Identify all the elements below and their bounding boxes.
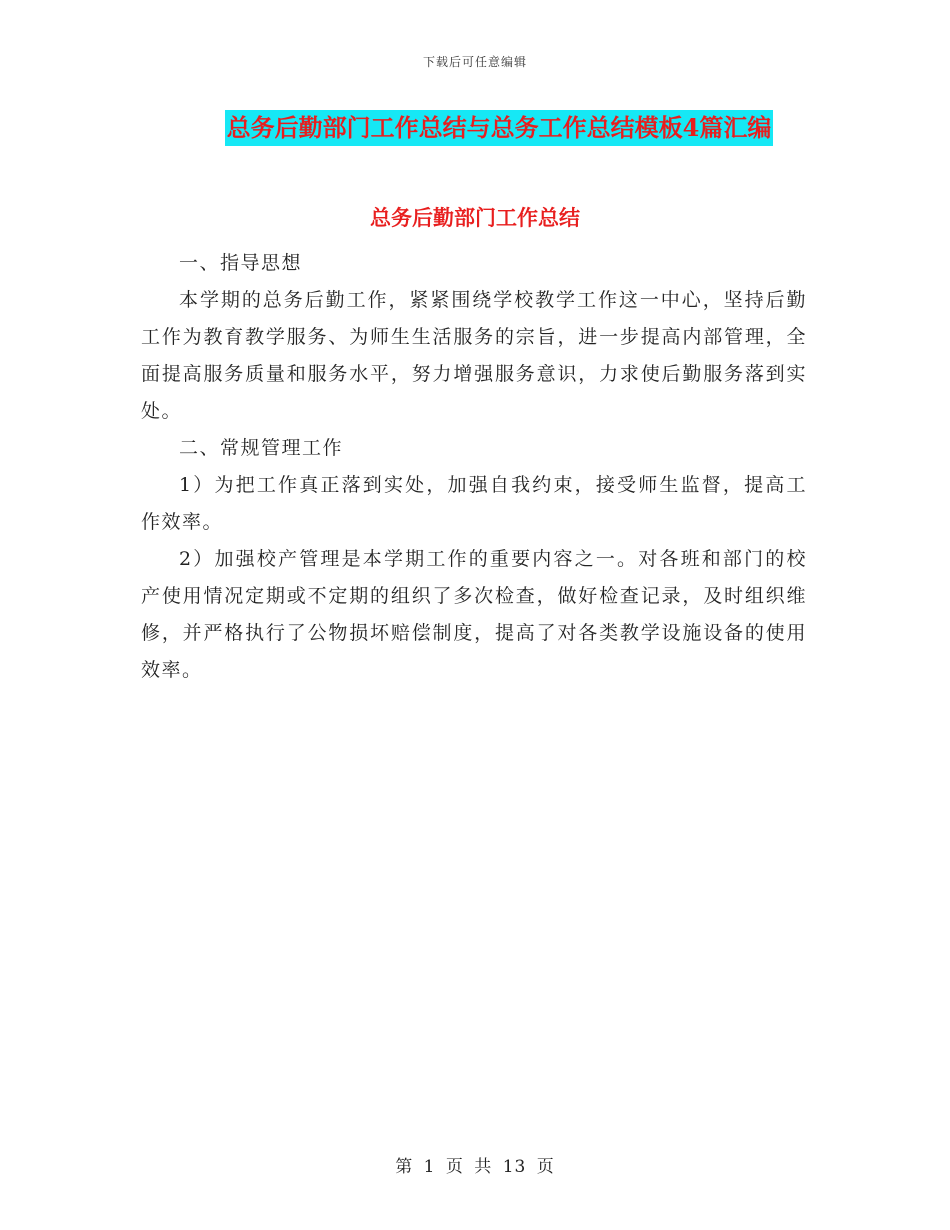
document-title: 总务后勤部门工作总结与总务工作总结模板4篇汇编 (225, 110, 774, 146)
heading-routine-management: 二、常规管理工作 (179, 437, 344, 459)
paragraph-item-1: 1）为把工作真正落到实处，加强自我约束，接受师生监督，提高工作效率。 (141, 474, 807, 533)
document-body (141, 245, 807, 689)
page-indicator: 第 1 页 共 13 页 (395, 1157, 555, 1177)
header-note: 下载后可任意编辑 (422, 55, 527, 69)
paragraph-item-2: 2）加强校产管理是本学期工作的重要内容之一。对各班和部门的校产使用情况定期或不定期的组织了多次检查，做好检查记录，及时组织维修，并严格执行了公物损坏赔偿制度，提高了对各类教学设施设备的使用效率。 (141, 548, 807, 681)
document-title-container (0, 110, 950, 146)
section-title: 总务后勤部门工作总结 (370, 205, 580, 230)
paragraph-overview: 本学期的总务后勤工作，紧紧围绕学校教学工作这一中心，坚持后勤工作为教育教学服务、为师生生活服务的宗旨，进一步提高内部管理，全面提高服务质量和服务水平，努力增强服务意识，力求使后勤服务落到实处。 (141, 289, 807, 422)
heading-guiding-ideology: 一、指导思想 (179, 252, 303, 274)
